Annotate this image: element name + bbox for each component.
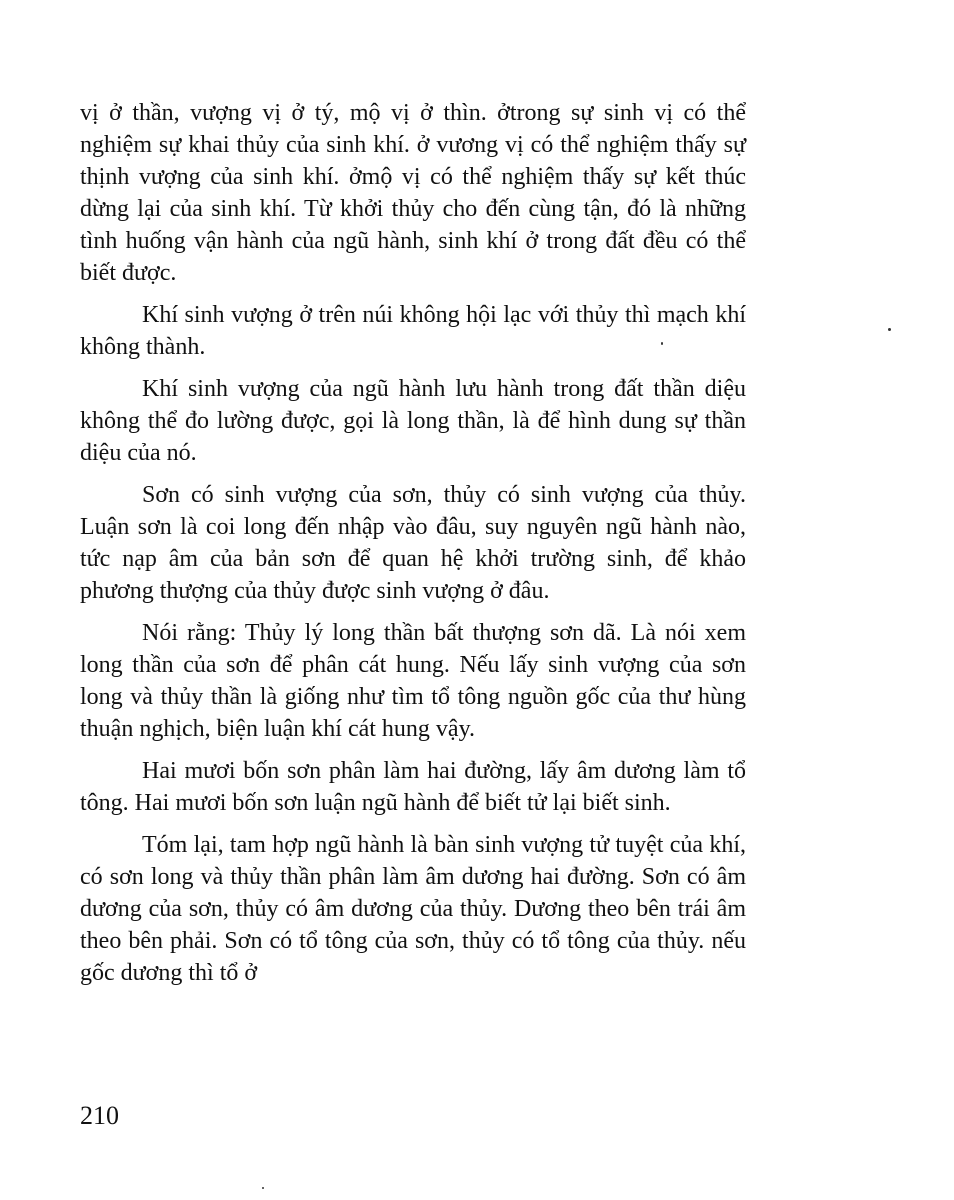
paragraph-1: vị ở thần, vượng vị ở tý, mộ vị ở thìn. ởtrong sự sinh vị có thể nghiệm sự khai thủy của sinh khí. ở vương vị có thể nghiệm thấy sự thịnh vượng của sinh khí. ởmộ vị có thể nghiệm thấy sự kết thúc dừng lại của sinh khí. Từ khởi thủy cho đến cùng tận, đó là những tình huống vận hành của ngũ hành, sinh khí ở trong đất đều có thể biết được.	[80, 100, 746, 286]
scan-speck	[661, 342, 663, 345]
paragraph-5: Nói rằng: Thủy lý long thần bất thượng sơn dã. Là nói xem long thần của sơn để phân cát hung. Nếu lấy sinh vượng của sơn long và thủy thần là giống như tìm tổ tông nguồn gốc của thư hùng thuận nghịch, biện luận khí cát hung vậy.	[80, 620, 746, 742]
page-number: 210	[80, 1101, 119, 1130]
scan-speck	[888, 328, 891, 331]
paragraph-4: Sơn có sinh vượng của sơn, thủy có sinh vượng của thủy. Luận sơn là coi long đến nhập vào đâu, suy nguyên ngũ hành nào, tức nạp âm của bản sơn để quan hệ khởi trường sinh, để khảo phương thượng của thủy được sinh vượng ở đâu.	[80, 482, 746, 604]
scan-speck	[262, 1187, 264, 1189]
paragraph-2: Khí sinh vượng ở trên núi không hội lạc với thủy thì mạch khí không thành.	[80, 302, 746, 360]
paragraph-7: Tóm lại, tam hợp ngũ hành là bàn sinh vượng tử tuyệt của khí, có sơn long và thủy thần phân làm âm dương hai đường. Sơn có âm dương của sơn, thủy có âm dương của thủy. Dương theo bên trái âm theo bên phải. Sơn có tổ tông của sơn, thủy có tổ tông của thủy. nếu gốc dương thì tổ ở	[80, 832, 746, 986]
paragraph-6: Hai mươi bốn sơn phân làm hai đường, lấy âm dương làm tổ tông. Hai mươi bốn sơn luận ngũ hành để biết tử lại biết sinh.	[80, 758, 746, 816]
body-text	[80, 97, 746, 999]
paragraph-3: Khí sinh vượng của ngũ hành lưu hành trong đất thần diệu không thể đo lường được, gọi là long thần, là để hình dung sự thần diệu của nó.	[80, 376, 746, 466]
